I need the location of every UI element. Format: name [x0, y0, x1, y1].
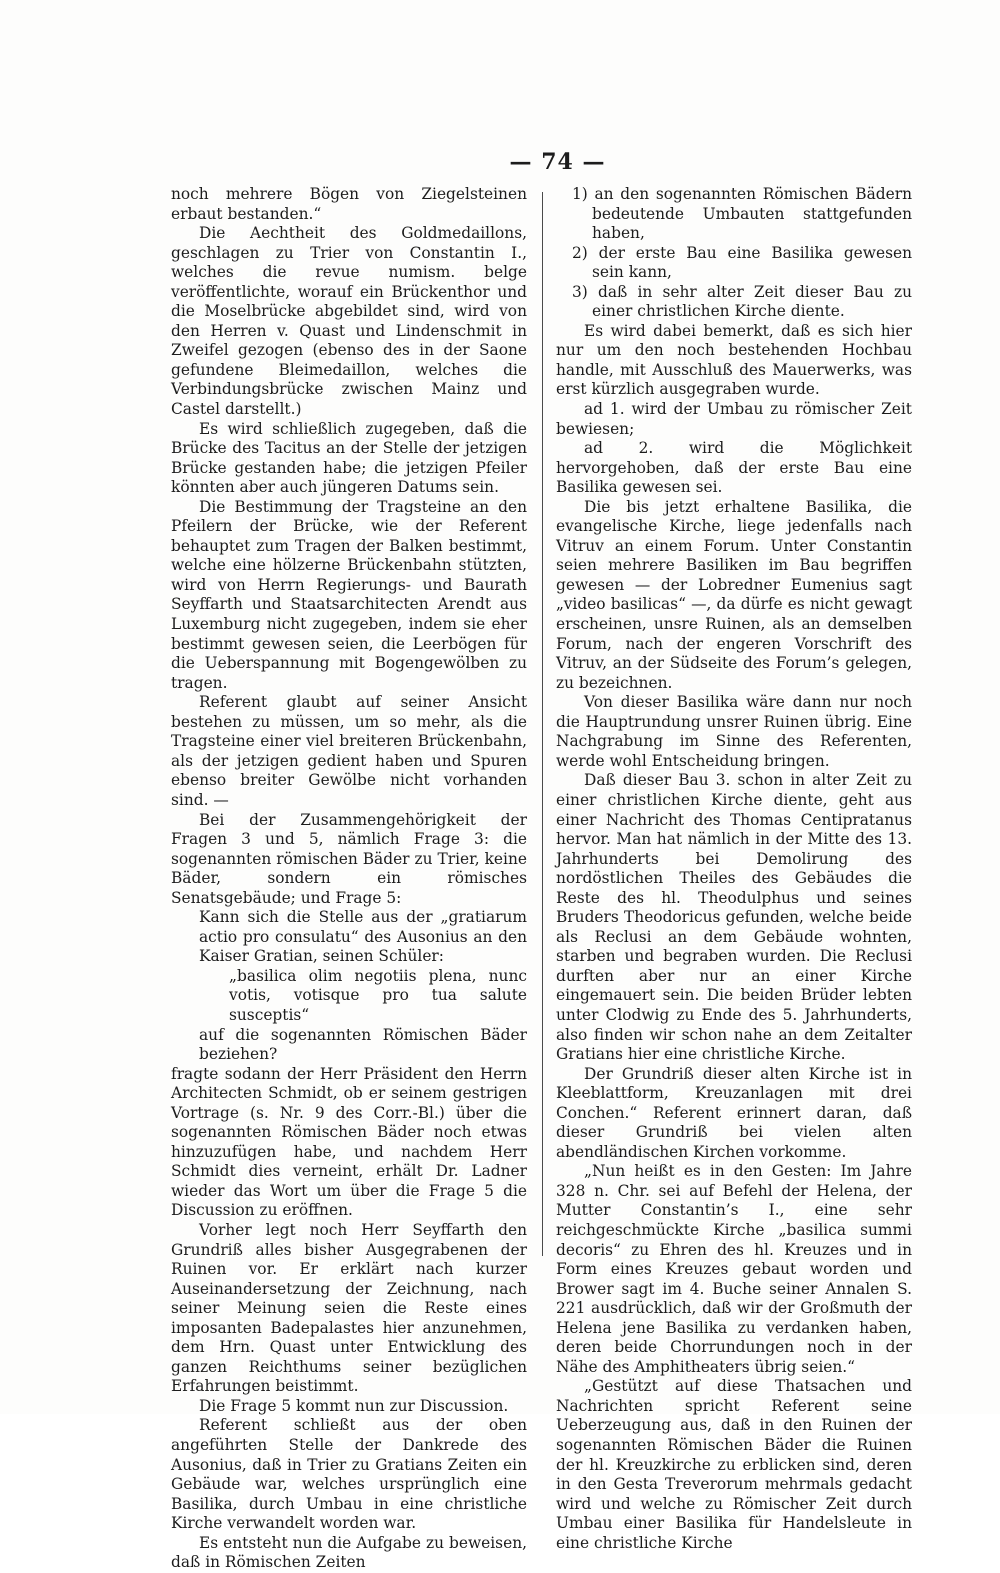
paragraph: „Nun heißt es in den Gesten: Im Jahre 328 n. Chr. sei auf Befehl der Helena, der Mutter Constantin’s I., eine sehr reichgeschmückte Kirche „basilica summi decoris“ zu Ehren des hl. Kreuzes und in Form eines Kreuzes gebaut worden und Brower sagt im 4. Buche seiner Annalen S. 221 ausdrücklich, daß wir der Großmuth der Helena jene Basilika zu verdanken haben, deren beide Chorrundungen noch in der Nähe des Amphitheaters übrig seien.“	[556, 1162, 912, 1376]
left-text-column	[171, 185, 527, 1573]
paragraph: noch mehrere Bögen von Ziegelsteinen erbaut bestanden.“	[171, 185, 527, 223]
paragraph: Von dieser Basilika wäre dann nur noch die Hauptrundung unsrer Ruinen übrig. Eine Nachgrabung im Sinne des Referenten, werde wohl Entscheidung bringen.	[556, 693, 912, 770]
latin-quotation: „basilica olim negotiis plena, nunc votis, votisque pro tua salute susceptis“	[229, 966, 527, 1024]
right-text-column	[556, 185, 912, 1553]
list-item: 3) daß in sehr alter Zeit dieser Bau zu einer christlichen Kirche diente.	[572, 282, 912, 321]
paragraph: Es entsteht nun die Aufgabe zu beweisen, daß in Römischen Zeiten	[171, 1533, 527, 1572]
paragraph: Die Bestimmung der Tragsteine an den Pfeilern der Brücke, wie der Referent behauptet zum Tragen der Balken bestimmt, welche eine hölzerne Brückenbahn stützten, wird von Herrn Regierungs- und Baurath Seyffarth und Staatsarchitecten Arendt aus Luxemburg nicht zugegeben, indem sie eher bestimmt gewesen seien, die Leerbögen für die Ueberspannung mit Bogengewölben zu tragen.	[171, 497, 527, 692]
quoted-question: Kann sich die Stelle aus der „gratiarum actio pro consulatu“ des Ausonius an den Kaiser Gratian, seinen Schüler:	[199, 908, 527, 966]
paragraph: Die Aechtheit des Goldmedaillons, geschlagen zu Trier von Constantin I., welches die revue numism. belge veröffentlichte, worauf ein Brückenthor und die Moselbrücke abgebildet sind, wird von den Herren v. Quast und Lindenschmit in Zweifel gezogen (ebenso des in der Saone gefundene Bleimedaillon, welches die Verbindungsbrücke zwischen Mainz und Castel darstellt.)	[171, 224, 527, 419]
list-item: 2) der erste Bau eine Basilika gewesen sein kann,	[572, 243, 912, 282]
paragraph: Die bis jetzt erhaltene Basilika, die evangelische Kirche, liege jedenfalls nach Vitruv an einem Forum. Unter Constantin seien mehrere Basiliken im Bau begriffen gewesen — der Lobredner Eumenius sagt „video basilicas“ —, da dürfe es nicht gewagt erscheinen, unsre Ruinen, als an demselben Forum, nach der engeren Vorschrift des Vitruv, an der Südseite des Forum’s gelegen, zu bezeichnen.	[556, 497, 912, 692]
paragraph: Vorher legt noch Herr Seyffarth den Grundriß alles bisher Ausgegrabenen der Ruinen vor. Er erklärt nach kurzer Auseinandersetzung der Zeichnung, nach seiner Meinung seien die Reste eines imposanten Badepalastes hier anzunehmen, dem Hrn. Quast unter Entwicklung des ganzen Reichthums seiner bezüglichen Erfahrungen beistimmt.	[171, 1220, 527, 1396]
paragraph: ad 2. wird die Möglichkeit hervorgehoben, daß der erste Bau eine Basilika gewesen sei.	[556, 439, 912, 497]
paragraph: Referent glaubt auf seiner Ansicht bestehen zu müssen, um so mehr, als die Tragsteine einer viel breiteren Brückenbahn, als der jetzigen gedient haben und Spuren ebenso breiter Gewölbe nicht vorhanden sind. —	[171, 693, 527, 809]
paragraph: Die Frage 5 kommt nun zur Discussion.	[199, 1396, 509, 1415]
paragraph: Daß dieser Bau 3. schon in alter Zeit zu einer christlichen Kirche diente, geht aus einer Nachricht des Thomas Centipratanus hervor. Man hat nämlich in der Mitte des 13. Jahrhunderts bei Demolirung des nordöstlichen Theiles des Gebäudes die Reste des hl. Theodulphus und seines Bruders Theodoricus gefunden, welche beide als Reclusi an dem Gebäude wohnten, starben und begraben wurden. Die Reclusi durften aber nur an einer Kirche eingemauert sein. Die beiden Brüder lebten unter Clodwig zu Ende des 5. Jahrhunderts, also finden wir schon nahe an dem Zeitalter Gratians hier eine christliche Kirche.	[556, 771, 912, 1064]
paragraph: Referent schließt aus der oben angeführten Stelle der Dankrede des Ausonius, daß in Trier zu Gratians Zeiten ein Gebäude war, welches ursprünglich eine Basilika, durch Umbau in eine christliche Kirche verwandelt worden war.	[171, 1416, 527, 1533]
paragraph: fragte sodann der Herr Präsident den Herrn Architecten Schmidt, ob er seinem gestrigen Vortrage (s. Nr. 9 des Corr.-Bl.) über die sogenannten Römischen Bäder noch etwas hinzuzufügen habe, und nachdem Herr Schmidt dies verneint, erhält Dr. Ladner wieder das Wort um über die Frage 5 die Discussion zu eröffnen.	[171, 1064, 527, 1220]
page-number: — 74 —	[509, 149, 606, 175]
paragraph: Es wird schließlich zugegeben, daß die Brücke des Tacitus an der Stelle der jetzigen Brücke gestanden habe; die jetzigen Pfeiler könnten aber auch jüngeren Datums sein.	[171, 419, 527, 497]
column-divider	[542, 192, 543, 1256]
list-item: 1) an den sogenannten Römischen Bädern bedeutende Umbauten stattgefunden haben,	[572, 185, 912, 243]
paragraph: Der Grundriß dieser alten Kirche ist in Kleeblattform, Kreuzanlagen mit drei Conchen.“ Referent erinnert daran, daß dieser Grundriß bei vielen alten abendländischen Kirchen vorkomme.	[556, 1064, 912, 1161]
paragraph: Es wird dabei bemerkt, daß es sich hier nur um den noch bestehenden Hochbau handle, mit Ausschluß des Mauerwerks, was erst kürzlich ausgegraben wurde.	[556, 321, 912, 399]
paragraph: „Gestützt auf diese Thatsachen und Nachrichten spricht Referent seine Ueberzeugung aus, daß in den Ruinen der sogenannten Römischen Bäder die Ruinen der hl. Kreuzkirche zu erblicken sind, deren in den Gesta Treverorum mehrmals gedacht wird und welche zu Römischer Zeit durch Umbau einer Basilika für Handelsleute in eine christliche Kirche	[556, 1377, 912, 1552]
paragraph: ad 1. wird der Umbau zu römischer Zeit bewiesen;	[556, 400, 912, 438]
paragraph: Bei der Zusammengehörigkeit der Fragen 3 und 5, nämlich Frage 3: die sogenannten römischen Bäder zu Trier, keine Bäder, sondern ein römisches Senatsgebäude; und Frage 5:	[171, 810, 527, 907]
quoted-question: auf die sogenannten Römischen Bäder beziehen?	[199, 1025, 527, 1064]
